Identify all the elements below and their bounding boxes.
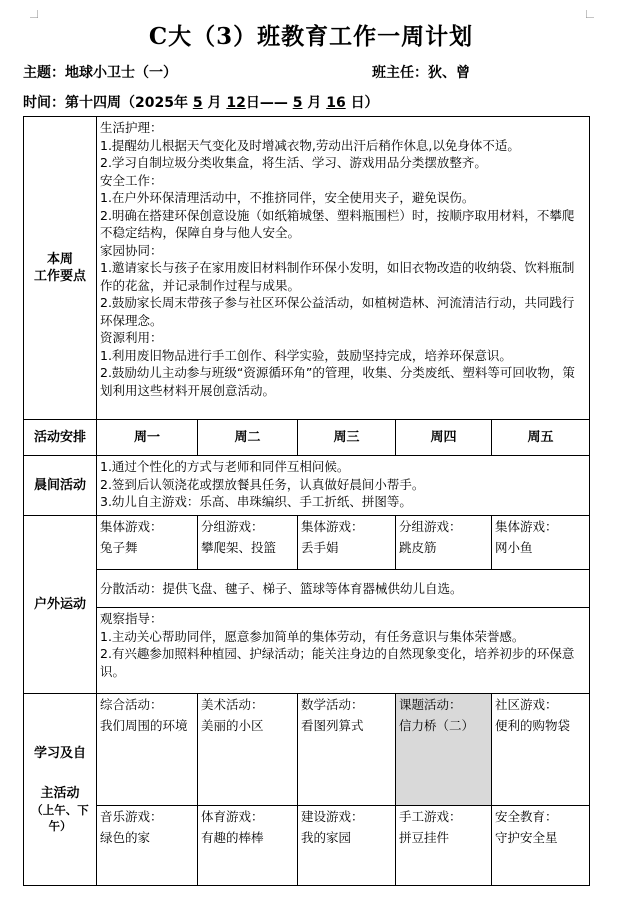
day-thursday: 周四 [396,420,492,456]
time-start-month: 5 [192,95,203,111]
theme-value: 地球小卫士（一） [65,65,177,81]
key-point-line: 安全工作： [100,172,163,188]
key-point-line: 资源利用： [100,330,163,345]
time-end-month-unit: 月 [307,95,322,111]
morning-header: 晨间活动 [24,456,97,516]
teacher-line [372,62,470,82]
key-point-line: 2.学习自制垃圾分类收集盒，将生活、学习、游戏用品分类摆放整齐。 [100,155,487,170]
key-point-line: 1.在户外环保清理活动中，不推挤同伴，安全使用夹子，避免误伤。 [100,190,475,205]
learning-row-1 [24,694,590,806]
page-title: C大（3）班教育工作一周计划 [148,23,474,50]
learning-header: 学习及自 主活动 （上午、下午） [24,694,97,886]
outdoor-observe: 观察指导： 1.主动关心帮助同伴，愿意参加简单的集体劳动，有任务意识与集体荣誉感。 2.有兴趣参加照料种植园、护绿活动；能关注身边的自然现象变化，培养初步的环保意识。 [97,608,590,694]
schedule-header: 活动安排 [24,420,97,456]
outdoor-game-cell: 集体游戏： 网小鱼 [492,516,590,570]
morning-line: 1.通过个性化的方式与老师和同伴互相问候。 [100,459,350,474]
key-point-line: 1.提醒幼儿根据天气变化及时增减衣物,劳动出汗后稍作休息,以免身体不适。 [100,137,520,153]
day-friday: 周五 [492,420,590,456]
outdoor-observe-row [24,608,590,694]
key-point-line: 家园协同： [100,242,163,258]
outdoor-scattered-row [24,570,590,608]
schedule-header-row [24,420,590,456]
key-point-line: 1.利用废旧物品进行手工创作、科学实验，鼓励坚持完成，培养环保意识。 [100,347,512,363]
outdoor-game-cell: 分组游戏： 攀爬架、投篮 [198,516,298,570]
learning-cell: 手工游戏： 拼豆挂件 [396,806,492,886]
learning-cell: 安全教育： 守护安全星 [492,806,590,886]
day-tuesday: 周二 [198,420,298,456]
time-start-month-unit: 月 [207,95,222,111]
teacher-value: 狄、曾 [428,65,470,81]
time-week: 第十四周（2025年 [65,95,188,111]
time-start-day: 12 [226,95,246,111]
corner-mark-top-right [586,10,594,18]
time-label: 时间： [23,95,65,111]
learning-cell: 社区游戏： 便利的购物袋 [492,694,590,806]
morning-row [24,456,590,516]
key-points-header: 本周 工作要点 [24,117,97,420]
learning-cell-highlighted: 课题活动： 信力桥（二） [396,694,492,806]
corner-mark-top-left [30,10,38,18]
key-point-line: 2.鼓励幼儿主动参与班级“资源循环角”的管理，收集、分类废纸、塑料等可回收物，策划利用这些材料开展创意活动。 [100,365,575,398]
learning-cell: 音乐游戏： 绿色的家 [97,806,198,886]
morning-content [97,456,590,516]
weekly-plan-table [23,116,590,886]
outdoor-game-cell: 集体游戏： 兔子舞 [97,516,198,570]
day-wednesday: 周三 [298,420,396,456]
key-point-line: 1.邀请家长与孩子在家用废旧材料制作环保小发明，如旧衣物改造的收纳袋、饮料瓶制作的花盆，并记录制作过程与成果。 [100,260,575,293]
time-end-day: 16 [326,95,346,111]
time-separator: 日—— [245,95,288,111]
morning-line: 3.幼儿自主游戏：乐高、串珠编织、手工折纸、拼图等。 [100,494,412,509]
morning-line: 2.签到后认领浇花或摆放餐具任务，认真做好晨间小帮手。 [100,476,425,492]
key-points-content [97,117,590,420]
outdoor-game-cell: 集体游戏： 丢手娟 [298,516,396,570]
outdoor-header: 户外运动 [24,516,97,694]
learning-cell: 美术活动： 美丽的小区 [198,694,298,806]
learning-cell: 综合活动： 我们周围的环境 [97,694,198,806]
learning-row-2 [24,806,590,886]
learning-cell: 建设游戏： 我的家园 [298,806,396,886]
time-end-month: 5 [292,95,303,111]
key-points-row [24,117,590,420]
key-point-line: 生活护理： [100,120,163,135]
teacher-label: 班主任： [372,65,428,81]
time-line [23,92,379,112]
learning-cell: 数学活动： 看图列算式 [298,694,396,806]
outdoor-scattered: 分散活动：提供飞盘、毽子、梯子、篮球等体育器械供幼儿自选。 [97,570,590,608]
day-monday: 周一 [97,420,198,456]
outdoor-game-cell: 分组游戏： 跳皮筋 [396,516,492,570]
key-point-line: 2.鼓励家长周末带孩子参与社区环保公益活动，如植树造林、河流清洁行动，共同践行环保理念。 [100,295,575,328]
learning-cell: 体育游戏： 有趣的棒棒 [198,806,298,886]
outdoor-games-row [24,516,590,570]
key-point-line: 2.明确在搭建环保创意设施（如纸箱城堡、塑料瓶围栏）时，按顺序取用材料，不攀爬不稳定结构，保障自身与他人安全。 [100,207,575,240]
theme-label: 主题： [23,65,65,81]
time-end: 日） [350,95,379,111]
theme-line [23,62,177,82]
